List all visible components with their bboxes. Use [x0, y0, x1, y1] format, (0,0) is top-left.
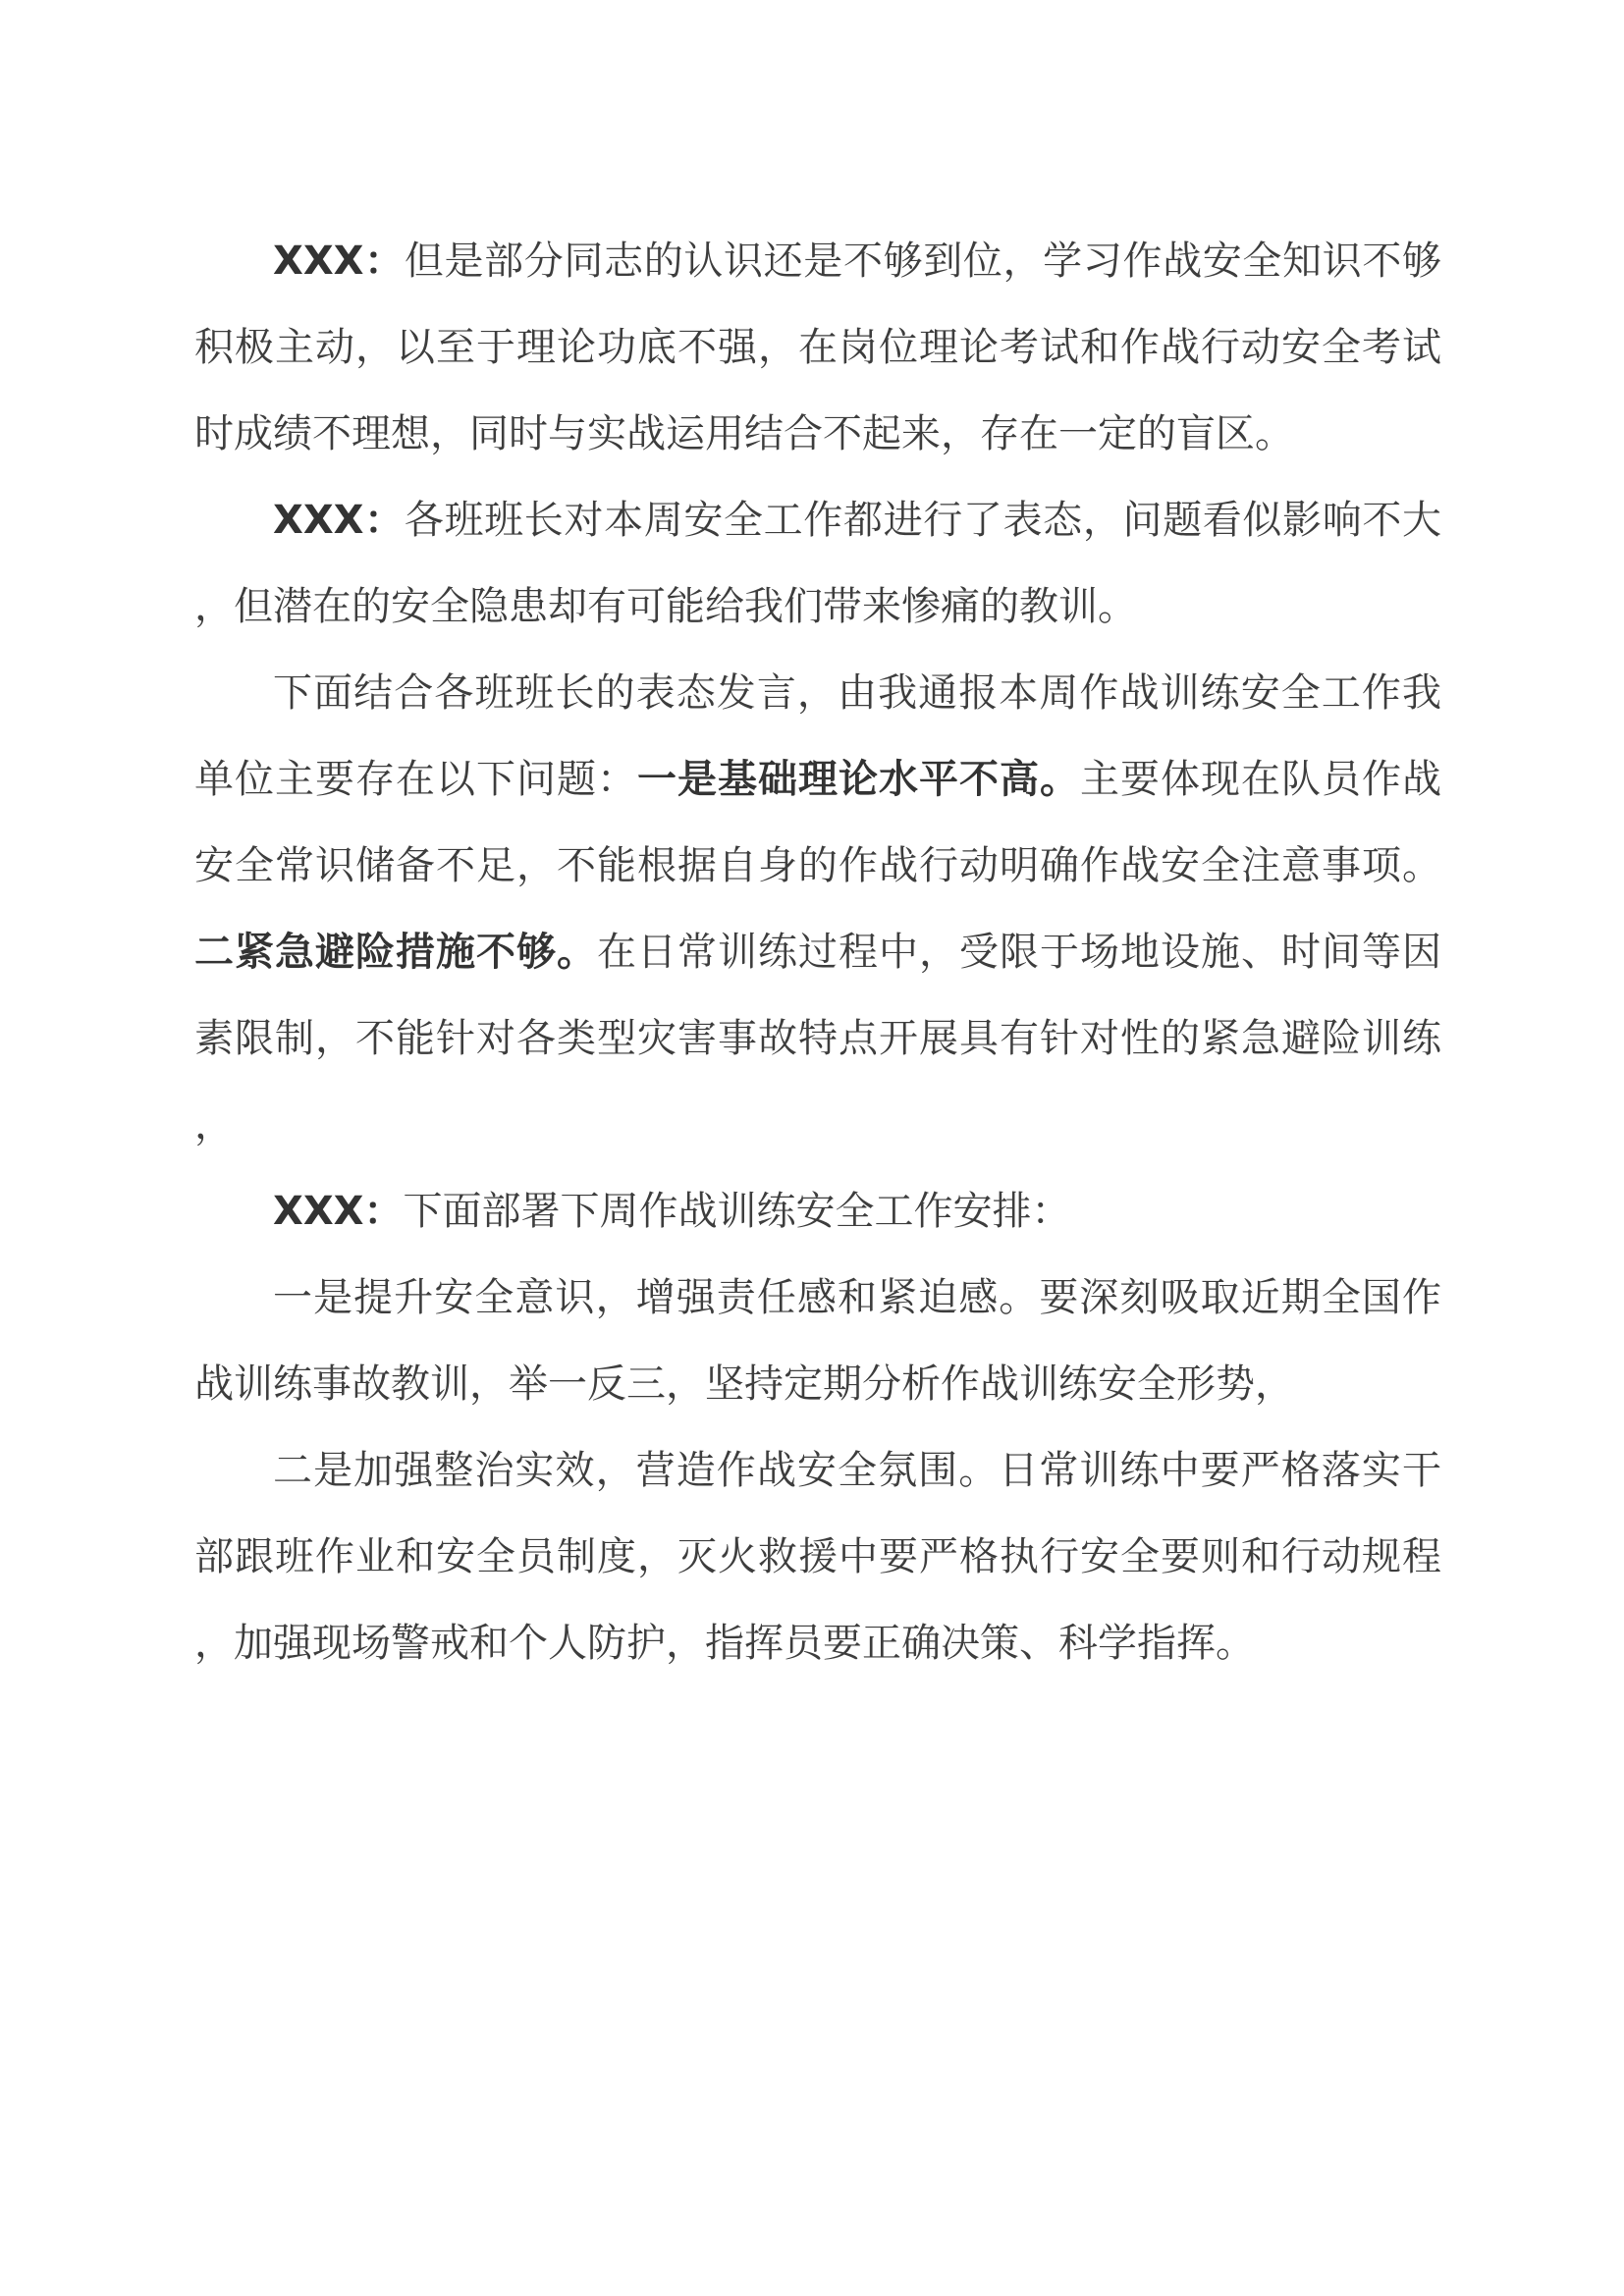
- speaker-label: XXX：: [273, 239, 405, 284]
- paragraph-6: [194, 1427, 1441, 1686]
- point-2-heading: 二紧急避险措施不够。: [194, 930, 597, 975]
- paragraph-text: 下面部署下周作战训练安全工作安排：: [403, 1189, 1071, 1234]
- document-body: [194, 218, 1441, 1686]
- paragraph-text: 但是部分同志的认识还是不够到位，学习作战安全知识不够积极主动，以至于理论功底不强，在岗位理论考试和作战行动安全考试时成绩不理想，同时与实战运用结合不起来，存在一定的盲区。: [194, 239, 1442, 456]
- paragraph-text: 一是提升安全意识，增强责任感和紧迫感。要深刻吸取近期全国作战训练事故教训，举一反三，坚持定期分析作战训练安全形势，: [194, 1275, 1441, 1407]
- paragraph-5: [194, 1255, 1441, 1427]
- point-2-text: 在日常训练过程中，受限于场地设施、时间等因素限制，不能针对各类型灾害事故特点开展具有针对性的紧急避险训练，: [194, 930, 1441, 1148]
- paragraph-4: [194, 1168, 1441, 1255]
- paragraph-text: 各班班长对本周安全工作都进行了表态，问题看似影响不大，但潜在的安全隐患却有可能给我们带来惨痛的教训。: [194, 498, 1442, 629]
- paragraph-1: [194, 218, 1441, 477]
- paragraph-intro: 下面结合各班班长的表态发言，由我通报本周作战训练安全工作我单位主要存在以下问题：: [194, 670, 1441, 802]
- point-1-heading: 一是基础理论水平不高。: [637, 757, 1080, 802]
- point-1-text: 主要体现在队员作战安全常识储备不足，不能根据自身的作战行动明确作战安全注意事项。: [194, 757, 1441, 888]
- paragraph-text: 二是加强整治实效，营造作战安全氛围。日常训练中要严格落实干部跟班作业和安全员制度，灭火救援中要严格执行安全要则和行动规程，加强现场警戒和个人防护，指挥员要正确决策、科学指挥。: [194, 1448, 1441, 1666]
- paragraph-3: [194, 650, 1441, 1168]
- paragraph-2: [194, 477, 1441, 650]
- speaker-label: XXX：: [273, 498, 405, 543]
- speaker-label: XXX：: [273, 1189, 404, 1234]
